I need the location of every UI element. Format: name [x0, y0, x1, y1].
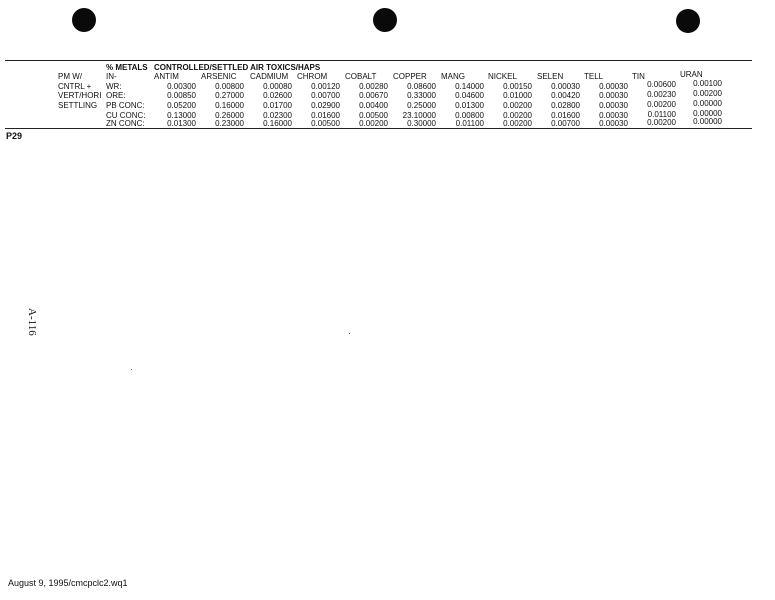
cell-cu-nickel: 0.00200	[503, 111, 532, 120]
page-number: A-116	[26, 308, 38, 336]
cell-ore-nickel: 0.01000	[503, 91, 532, 100]
column-header-antim: ANTIM	[154, 72, 179, 81]
footer-file-info: August 9, 1995/cmcpclc2.wq1	[8, 578, 128, 588]
group-label-line-4: SETTLING	[58, 101, 98, 110]
group-label-line-2: CNTRL +	[58, 82, 92, 91]
cell-wr-tell: 0.00030	[599, 82, 628, 91]
punch-hole-center	[373, 8, 397, 32]
cell-wr-tin: 0.00600	[647, 80, 676, 89]
cell-cu-mang: 0.00800	[455, 111, 484, 120]
group-label-line-3: VERT/HORI	[58, 91, 102, 100]
cell-wr-antim: 0.00300	[167, 82, 196, 91]
column-header-mang: MANG	[441, 72, 465, 81]
cell-pb-nickel: 0.00200	[503, 101, 532, 110]
header-percent-metals: % METALS	[106, 63, 148, 72]
cell-ore-arsenic: 0.27000	[215, 91, 244, 100]
cell-zn-copper: 0.30000	[407, 119, 436, 128]
cell-cu-antim: 0.13000	[167, 111, 196, 120]
cell-pb-selen: 0.02800	[551, 101, 580, 110]
cell-pb-cadmium: 0.01700	[263, 101, 292, 110]
column-header-arsenic: ARSENIC	[201, 72, 237, 81]
group-label-line-1: PM W/	[58, 72, 82, 81]
cell-zn-chrom: 0.00500	[311, 119, 340, 128]
column-header-cadmium: CADMIUM	[250, 72, 289, 81]
cell-wr-chrom: 0.00120	[311, 82, 340, 91]
cell-wr-copper: 0.08600	[407, 82, 436, 91]
row-label-cu-conc: CU CONC:	[106, 111, 146, 120]
cell-ore-tell: 0.00030	[599, 91, 628, 100]
row-label-pb-conc: PB CONC:	[106, 101, 145, 110]
cell-pb-chrom: 0.02900	[311, 101, 340, 110]
cell-cu-uran: 0.00000	[693, 109, 722, 118]
cell-ore-cadmium: 0.02600	[263, 91, 292, 100]
row-label-ore: ORE:	[106, 91, 126, 100]
column-header-copper: COPPER	[393, 72, 427, 81]
cell-pb-arsenic: 0.16000	[215, 101, 244, 110]
cell-zn-arsenic: 0.23000	[215, 119, 244, 128]
cell-pb-uran: 0.00000	[693, 99, 722, 108]
cell-wr-nickel: 0.00150	[503, 82, 532, 91]
cell-wr-cobalt: 0.00280	[359, 82, 388, 91]
cell-cu-cadmium: 0.02300	[263, 111, 292, 120]
cell-cu-cobalt: 0.00500	[359, 111, 388, 120]
cell-zn-antim: 0.01300	[167, 119, 196, 128]
cell-zn-uran: 0.00000	[693, 117, 722, 126]
cell-cu-selen: 0.01600	[551, 111, 580, 120]
column-header-cobalt: COBALT	[345, 72, 377, 81]
cell-wr-arsenic: 0.00800	[215, 82, 244, 91]
cell-ore-cobalt: 0.00670	[359, 91, 388, 100]
cell-cu-tin: 0.01100	[647, 110, 676, 119]
cell-ore-mang: 0.04600	[455, 91, 484, 100]
cell-ore-copper: 0.33000	[407, 91, 436, 100]
cell-zn-cobalt: 0.00200	[359, 119, 388, 128]
cell-ore-uran: 0.00200	[693, 89, 722, 98]
scan-speck	[131, 369, 132, 370]
cell-cu-tell: 0.00030	[599, 111, 628, 120]
cell-zn-cadmium: 0.16000	[263, 119, 292, 128]
cell-zn-selen: 0.00700	[551, 119, 580, 128]
cell-wr-mang: 0.14000	[455, 82, 484, 91]
cell-pb-mang: 0.01300	[455, 101, 484, 110]
cell-pb-antim: 0.05200	[167, 101, 196, 110]
cell-ore-selen: 0.00420	[551, 91, 580, 100]
cell-ore-chrom: 0.00700	[311, 91, 340, 100]
cell-cu-arsenic: 0.26000	[215, 111, 244, 120]
table-bottom-rule	[5, 128, 752, 129]
cell-pb-cobalt: 0.00400	[359, 101, 388, 110]
row-label-wr: WR:	[106, 82, 122, 91]
column-header-uran: URAN	[680, 70, 703, 79]
cell-wr-cadmium: 0.00080	[263, 82, 292, 91]
cell-ore-antim: 0.00850	[167, 91, 196, 100]
row-label-zn-conc: ZN CONC:	[106, 119, 145, 128]
column-header-selen: SELEN	[537, 72, 564, 81]
column-header-chrom: CHROM	[297, 72, 328, 81]
cell-zn-nickel: 0.00200	[503, 119, 532, 128]
cell-cu-copper: 23.10000	[402, 111, 436, 120]
punch-hole-left	[72, 8, 96, 32]
cell-pb-tin: 0.00200	[647, 100, 676, 109]
cell-zn-tin: 0.00200	[647, 118, 676, 127]
column-header-tin: TIN	[632, 72, 645, 81]
cell-ore-tin: 0.00230	[647, 90, 676, 99]
header-in: IN-	[106, 72, 117, 81]
header-title: CONTROLLED/SETTLED AIR TOXICS/HAPS	[154, 63, 321, 72]
cell-wr-selen: 0.00030	[551, 82, 580, 91]
page-id: P29	[6, 131, 23, 141]
scan-speck	[349, 333, 350, 334]
cell-pb-copper: 0.25000	[407, 101, 436, 110]
cell-wr-uran: 0.00100	[693, 79, 722, 88]
cell-cu-chrom: 0.01600	[311, 111, 340, 120]
table-top-rule	[5, 60, 752, 61]
punch-hole-right	[676, 9, 700, 33]
cell-zn-mang: 0.01100	[455, 119, 484, 128]
column-header-nickel: NICKEL	[488, 72, 517, 81]
cell-pb-tell: 0.00030	[599, 101, 628, 110]
cell-zn-tell: 0.00030	[599, 119, 628, 128]
column-header-tell: TELL	[584, 72, 604, 81]
